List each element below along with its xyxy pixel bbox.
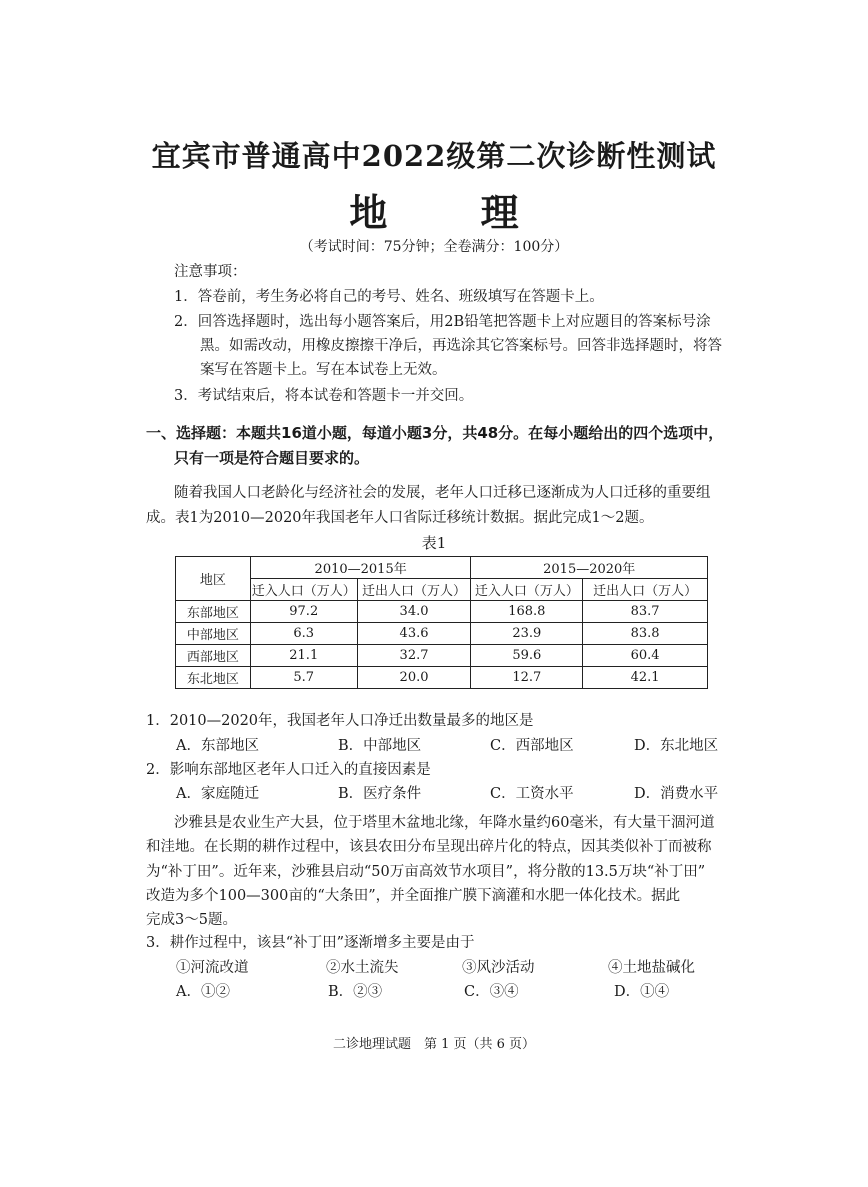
subject-title [0,182,868,237]
q3-option-c: C．③④ [464,984,519,1000]
q2-option-c: C．工资水平 [490,786,574,802]
table-subheader-in1: 迁入人口（万人） [250,579,357,601]
q2-stem: 2．影响东部地区老年人口迁入的直接因素是 [146,762,431,778]
table-cell: 20.0 [357,667,471,689]
table-subheader-in2: 迁入人口（万人） [471,579,583,601]
table-row [176,623,708,645]
section-heading-1: 一、选择题：本题共16道小题，每道小题3分，共48分。在每小题给出的四个选项中， [146,424,724,442]
table-cell: 83.8 [583,623,708,645]
q3-choice-2: ②水土流失 [326,960,399,976]
q1-option-d: D．东北地区 [634,738,719,754]
passage2-line-4: 改造为多个100—300亩的“大条田”，并全面推广膜下滴灌和水肥一体化技术。据此 [146,888,681,904]
table-cell: 97.2 [250,601,357,623]
table-cell-region: 中部地区 [176,623,251,645]
table-cell: 42.1 [583,667,708,689]
q3-choice-3: ③风沙活动 [462,960,535,976]
table-cell: 6.3 [250,623,357,645]
q2-option-d: D．消费水平 [634,786,719,802]
q3-option-a: A．①② [176,984,230,1000]
table-cell-region: 东北地区 [176,667,251,689]
table-cell: 83.7 [583,601,708,623]
table-cell: 23.9 [471,623,583,645]
exam-title: 宜宾市普通高中2022级第二次诊断性测试 [151,139,717,173]
table-subheader-out2: 迁出人口（万人） [583,579,708,601]
q3-choice-4: ④土地盐碱化 [608,960,695,976]
table-caption: 表1 [421,534,447,552]
table-cell: 12.7 [471,667,583,689]
q1-option-b: B．中部地区 [338,738,422,754]
table-cell-region: 西部地区 [176,645,251,667]
exam-info: （考试时间：75分钟；全卷满分：100分） [299,239,569,255]
table-row [176,645,708,667]
table-cell: 43.6 [357,623,471,645]
passage2-line-5: 完成3～5题。 [146,912,237,928]
table-header-period1: 2010—2015年 [250,557,471,579]
table-cell: 34.0 [357,601,471,623]
passage1-line-2: 成。表1为2010—2020年我国老年人口省际迁移统计数据。据此完成1～2题。 [146,510,654,526]
passage2-line-2: 和洼地。在长期的耕作过程中，该县农田分布呈现出碎片化的特点，因其类似补丁而被称 [146,839,712,855]
table-cell: 168.8 [471,601,583,623]
table-cell: 60.4 [583,645,708,667]
table-row [176,667,708,689]
table-subheader-out1: 迁出人口（万人） [357,579,471,601]
q1-option-a: A．东部地区 [176,738,259,754]
q3-option-d: D．①④ [614,984,670,1000]
page-footer: 二诊地理试题 第 1 页（共 6 页） [332,1037,536,1052]
notice-item-1: 1．答卷前，考生务必将自己的考号、姓名、班级填写在答题卡上。 [174,289,604,305]
notice-heading: 注意事项： [174,264,247,280]
table-cell: 21.1 [250,645,357,667]
section-heading-2: 只有一项是符合题目要求的。 [174,449,370,467]
subject-text: 地 理 [349,190,559,235]
table-cell-region: 东部地区 [176,601,251,623]
q3-stem: 3．耕作过程中，该县“补丁田”逐渐增多主要是由于 [146,935,475,951]
table-cell: 59.6 [471,645,583,667]
notice-item-3: 3．考试结束后，将本试卷和答题卡一并交回。 [174,388,474,404]
notice-item-2: 2．回答选择题时，选出每小题答案后，用2B铅笔把答题卡上对应题目的答案标号涂 [174,314,711,330]
passage2-line-3: 为“补丁田”。近年来，沙雅县启动“50万亩高效节水项目”，将分散的13.5万块“补丁田” [146,864,706,880]
table-row [176,601,708,623]
table-header-period2: 2015—2020年 [471,557,708,579]
table-header-region: 地区 [176,557,251,601]
notice-item-2-cont: 黑。如需改动，用橡皮擦擦干净后，再选涂其它答案标号。回答非选择题时，将答 [200,338,722,354]
passage1-line-1: 随着我国人口老龄化与经济社会的发展，老年人口迁移已逐渐成为人口迁移的重要组 [174,485,711,501]
q1-option-c: C．西部地区 [490,738,574,754]
q1-stem: 1．2010—2020年，我国老年人口净迁出数量最多的地区是 [146,713,534,729]
q2-option-a: A．家庭随迁 [176,786,259,802]
table-cell: 5.7 [250,667,357,689]
notice-item-2-cont2: 案写在答题卡上。写在本试卷上无效。 [200,362,447,378]
table-cell: 32.7 [357,645,471,667]
migration-table [175,556,708,689]
q2-option-b: B．医疗条件 [338,786,422,802]
q3-choice-1: ①河流改道 [176,960,249,976]
q3-option-b: B．②③ [328,984,383,1000]
passage2-line-1: 沙雅县是农业生产大县，位于塔里木盆地北缘，年降水量约60毫米，有大量干涸河道 [174,815,715,831]
